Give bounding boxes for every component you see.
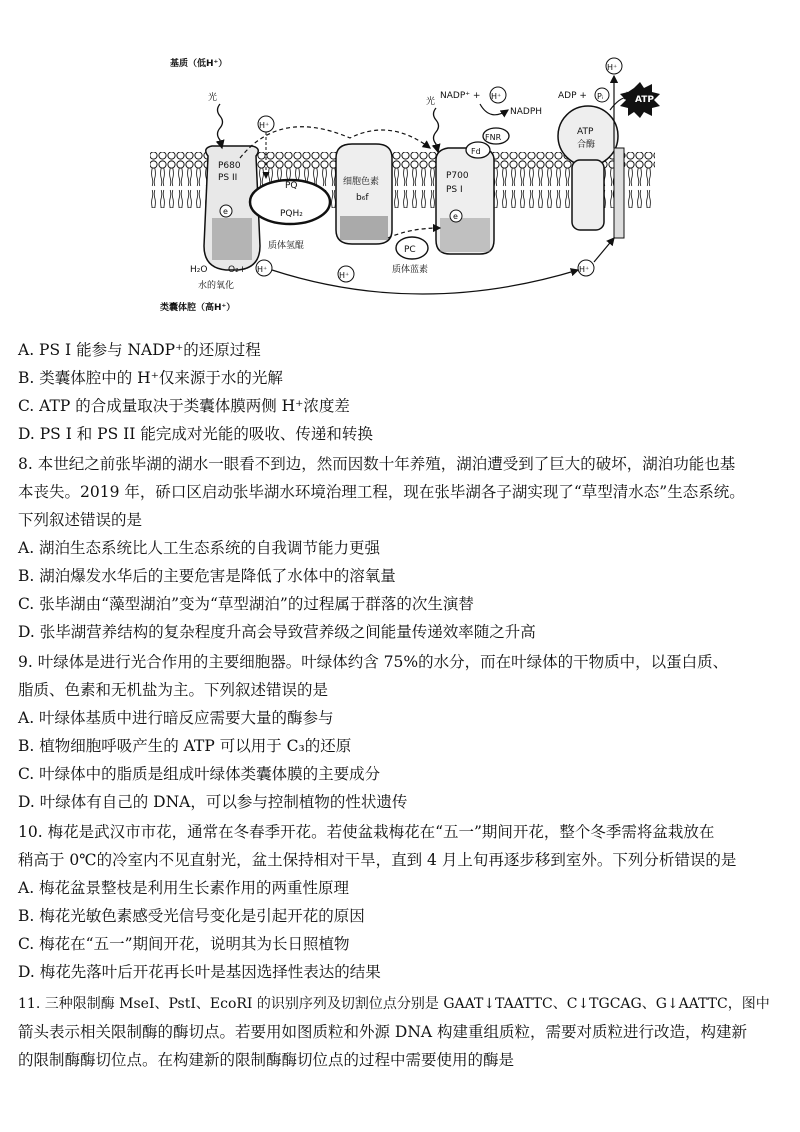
q7-option-a: A. PS I 能参与 NADP⁺的还原过程 [18, 341, 261, 359]
fd-label: Fd [471, 147, 481, 156]
pc-name-label: 质体蓝素 [392, 265, 429, 275]
cytochrome-b6f [336, 144, 392, 244]
cyt-label-1: 细胞色素 [343, 177, 380, 187]
lumen-label: 类囊体腔（高H⁺） [160, 303, 236, 313]
nadph-label: NADPH [510, 107, 543, 117]
plastoquinone [250, 180, 330, 251]
h2o-label: H₂O [190, 265, 208, 275]
question-7-options [18, 336, 782, 448]
q10-option-d: D. 梅花先落叶后开花再长叶是基因选择性表达的结果 [18, 963, 381, 981]
hplus-1: H⁺ [259, 121, 270, 130]
q8-stem-line-1: 8. 本世纪之前张毕湖的湖水一眼看不到边，然而因数十年养殖，湖泊遭受到了巨大的破坏，湖泊功能也基 [18, 455, 736, 473]
atp-label: ATP [635, 95, 655, 105]
q8-stem-line-3: 下列叙述错误的是 [18, 511, 143, 529]
atp-synthase-label-1: ATP [577, 127, 594, 137]
psii-name-label: PS II [218, 173, 238, 183]
nadp-label: NADP⁺ + [440, 91, 481, 101]
photosystem-i [436, 148, 494, 254]
plastocyanin [392, 237, 428, 275]
light-label-1: 光 [208, 93, 218, 103]
psi-electron: e [453, 212, 458, 221]
pq-name-label: 质体氢醌 [268, 241, 305, 251]
q9-option-d: D. 叶绿体有自己的 DNA，可以参与控制植物的性状遗传 [18, 793, 408, 811]
q11-stem-line-3: 的限制酶酶切位点。在构建新的限制酶酶切位点的过程中需要使用的酶是 [18, 1051, 515, 1069]
q10-stem-line-1: 10. 梅花是武汉市市花，通常在冬春季开花。若使盆栽梅花在“五一”期间开花，整个冬季需将盆栽放在 [18, 823, 715, 841]
hplus-4: H⁺ [491, 92, 502, 101]
q11-stem-line-2: 箭头表示相关限制酶的酶切点。若要用如图质粒和外源 DNA 构建重组质粒，需要对质粒进行改造，构建新 [18, 1023, 748, 1041]
q9-stem-line-1: 9. 叶绿体是进行光合作用的主要细胞器。叶绿体约含 75%的水分，而在叶绿体的干物质中，以蛋白质、 [18, 653, 729, 671]
q8-option-b: B. 湖泊爆发水华后的主要危害是降低了水体中的溶氧量 [18, 567, 396, 585]
psii-p680-label: P680 [218, 161, 241, 171]
pi-label: Pᵢ [597, 92, 604, 101]
adp-label: ADP + [558, 91, 587, 101]
psi-p700-label: P700 [446, 171, 469, 181]
q7-option-d: D. PS I 和 PS II 能完成对光能的吸收、传递和转换 [18, 425, 373, 443]
q8-option-a: A. 湖泊生态系统比人工生态系统的自我调节能力更强 [18, 539, 381, 557]
q9-option-c: C. 叶绿体中的脂质是组成叶绿体类囊体膜的主要成分 [18, 765, 381, 783]
q8-option-c: C. 张毕湖由“藻型湖泊”变为“草型湖泊”的过程属于群落的次生演替 [18, 595, 474, 613]
q10-stem-line-2: 稍高于 0℃的冷室内不见直射光，盆土保持相对干旱，直到 4 月上旬再逐步移到室外。下列分析错误的是 [18, 851, 737, 869]
q8-stem-line-2: 本丧失。2019 年，硚口区启动张毕湖水环境治理工程，现在张毕湖各子湖实现了“草型清水态”生态系统。 [18, 483, 745, 501]
hplus-2: H⁺ [257, 265, 268, 274]
q10-option-c: C. 梅花在“五一”期间开花，说明其为长日照植物 [18, 935, 350, 953]
q7-option-b: B. 类囊体腔中的 H⁺仅来源于水的光解 [18, 369, 283, 387]
question-8 [18, 450, 782, 646]
psii-electron: e [223, 207, 228, 216]
question-11 [18, 990, 782, 1074]
atp-synthase-label-2: 合酶 [577, 140, 596, 150]
thylakoid-membrane-diagram [140, 48, 660, 318]
water-oxidation-label: 水的氧化 [198, 281, 235, 291]
o2-label: O₂+ [228, 265, 247, 275]
q9-stem-line-2: 脂质、色素和无机盐为主。下列叙述错误的是 [18, 681, 329, 699]
hplus-3: H⁺ [339, 271, 350, 280]
fnr-label: FNR [485, 133, 502, 142]
q8-option-d: D. 张毕湖营养结构的复杂程度升高会导致营养级之间能量传递效率随之升高 [18, 623, 536, 641]
light-label-2: 光 [426, 97, 436, 107]
q7-option-c: C. ATP 的合成量取决于类囊体膜两侧 H⁺浓度差 [18, 397, 350, 415]
q9-option-a: A. 叶绿体基质中进行暗反应需要大量的酶参与 [18, 709, 334, 727]
q11-stem-line-1: 11. 三种限制酶 MseI、PstI、EcoRI 的识别序列及切割位点分别是 GAAT↓TAATTC、C↓TGCAG、G↓AATTC，图中 [18, 996, 770, 1012]
cyt-label-2: b₆f [356, 193, 369, 203]
pq-label: PQ [285, 181, 298, 191]
light-wave-1 [218, 104, 223, 148]
light-wave-2 [434, 108, 439, 152]
stroma-label: 基质（低H⁺） [170, 59, 228, 69]
question-9 [18, 648, 782, 816]
q10-option-b: B. 梅花光敏色素感受光信号变化是引起开花的原因 [18, 907, 365, 925]
hplus-5: H⁺ [607, 63, 618, 72]
pc-label: PC [404, 245, 416, 255]
q10-option-a: A. 梅花盆景整枝是利用生长素作用的两重性原理 [18, 879, 350, 897]
hplus-6: H⁺ [579, 265, 590, 274]
question-10 [18, 818, 782, 986]
psi-name-label: PS I [446, 185, 463, 195]
q9-option-b: B. 植物细胞呼吸产生的 ATP 可以用于 C₃的还原 [18, 737, 352, 755]
pqh2-label: PQH₂ [280, 209, 303, 219]
